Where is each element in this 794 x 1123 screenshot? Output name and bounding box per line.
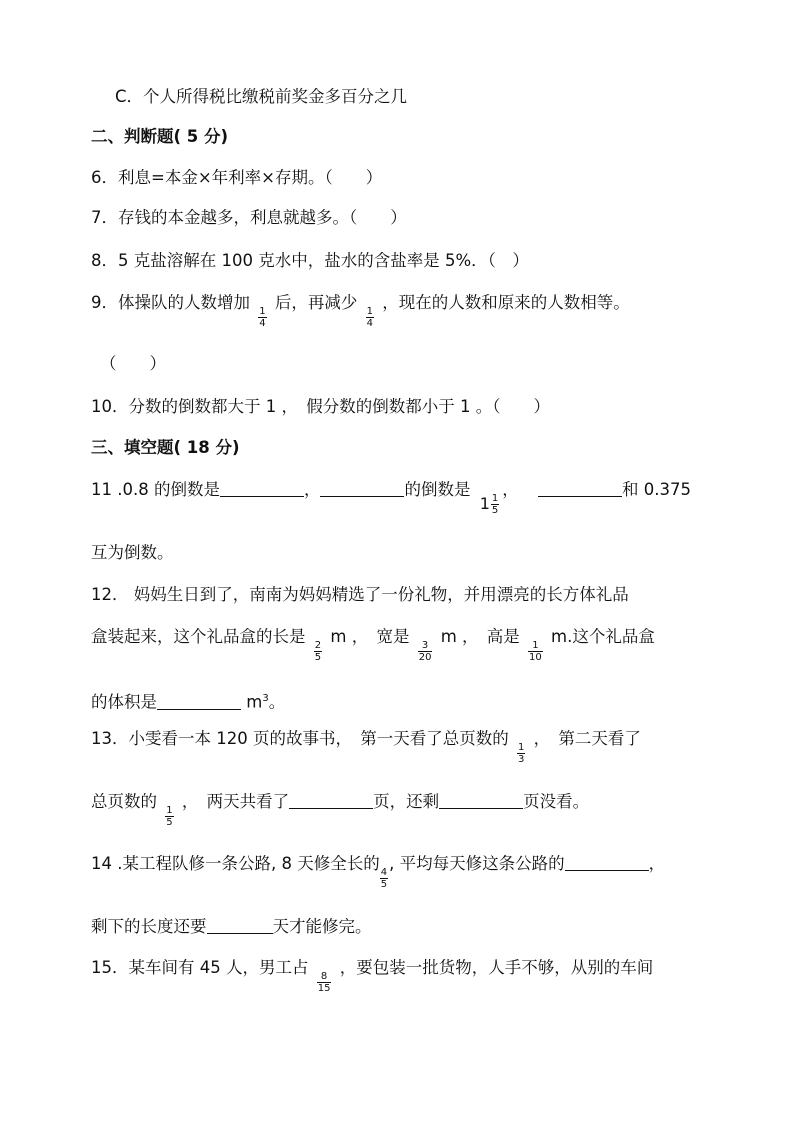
answer-blank[interactable] — [565, 854, 649, 871]
option-c: C．个人所得税比缴税前奖金多百分之几 — [115, 87, 408, 106]
section-2-title: 二、判断题( 5 分) — [91, 127, 229, 146]
q12-text-5: 的体积是 — [91, 692, 157, 712]
q12-text-6: m — [241, 692, 263, 712]
question-6: 6．利息=本金×年利率×存期。（ ） — [91, 168, 383, 187]
q13-line-1 — [91, 728, 641, 765]
q13-text-6: 页没看。 — [523, 792, 590, 811]
question-9 — [91, 292, 630, 329]
q14-line-2 — [91, 916, 372, 938]
q9-fraction-2 — [366, 306, 374, 329]
q11-text-1: 11 .0.8 的倒数是 — [91, 480, 220, 499]
q14-line-1 — [91, 853, 666, 890]
q13-fraction-2 — [165, 805, 173, 828]
q11-line-2: 互为倒数。 — [91, 543, 174, 562]
q13-text-1: 13．小雯看一本 120 页的故事书， 第一天看了总页数的 — [91, 729, 509, 748]
fraction-numerator: 1 — [259, 306, 266, 317]
q12-fraction-height — [528, 640, 543, 663]
q13-text-3: 总页数的 — [91, 792, 157, 811]
q13-text-2: ， 第二天看了 — [533, 729, 641, 748]
fraction-numerator: 1 — [491, 493, 499, 504]
fraction-numerator: 1 — [517, 742, 525, 753]
fraction-numerator: 1 — [528, 640, 543, 652]
fraction-denominator: 4 — [366, 318, 373, 329]
q9-fraction-1 — [258, 306, 266, 329]
q14-text-1: 14 .某工程队修一条公路, 8 天修全长的 — [91, 854, 380, 873]
answer-blank[interactable] — [289, 792, 373, 809]
q11-text-4: ， — [502, 480, 519, 499]
fraction-denominator: 10 — [529, 652, 542, 663]
q12-text-4: m.这个礼品盒 — [551, 627, 655, 646]
fraction-numerator: 1 — [366, 306, 373, 317]
q11-mixed-fraction — [491, 493, 499, 516]
q12-fraction-length — [314, 640, 322, 663]
question-8: 8．5 克盐溶解在 100 克水中，盐水的含盐率是 5%．（ ） — [91, 251, 529, 270]
answer-blank[interactable] — [538, 480, 622, 497]
q9-text-3: ，现在的人数和原来的人数相等。 — [382, 293, 630, 312]
fraction-denominator: 4 — [259, 318, 266, 329]
q15-text-2: ，要包装一批货物，人手不够，从别的车间 — [339, 958, 654, 977]
fraction-denominator: 15 — [317, 983, 331, 994]
fraction-denominator: 5 — [380, 879, 388, 890]
q14-fraction-1 — [380, 867, 388, 890]
fraction-numerator: 8 — [317, 971, 332, 983]
answer-blank[interactable] — [220, 480, 304, 497]
q11-mixed-integer: 1 — [479, 494, 490, 513]
q13-text-5: 页，还剩 — [373, 792, 440, 811]
q13-line-2 — [91, 791, 590, 828]
q12-text-3: m ， 高是 — [440, 627, 520, 646]
question-10: 10．分数的倒数都大于 1 ， 假分数的倒数都小于 1 。（ ） — [91, 397, 550, 416]
q14-text-3: ， — [648, 854, 666, 873]
fraction-numerator: 2 — [314, 640, 322, 651]
q14-text-5: 天才能修完。 — [272, 917, 372, 936]
fraction-denominator: 3 — [517, 754, 525, 765]
fraction-denominator: 5 — [491, 505, 499, 516]
q15-text-1: 15．某车间有 45 人，男工占 — [91, 958, 309, 977]
q12-text-1: 盒装起来，这个礼品盒的长是 — [91, 627, 306, 646]
q14-text-4: 剩下的长度还要 — [91, 917, 207, 936]
q12-line-3 — [91, 688, 285, 714]
question-11 — [91, 479, 692, 516]
q12-line-2 — [91, 626, 655, 663]
q13-fraction-1 — [517, 742, 525, 765]
q12-line-1: 12． 妈妈生日到了，南南为妈妈精选了一份礼物，并用漂亮的长方体礼品 — [91, 585, 629, 604]
q15-line-1 — [91, 957, 654, 994]
q11-text-5: 和 0.375 — [622, 480, 692, 499]
fraction-numerator: 4 — [380, 867, 388, 878]
answer-blank[interactable] — [207, 917, 273, 934]
fraction-numerator: 3 — [418, 640, 433, 652]
q9-answer-bracket: （ ） — [100, 354, 166, 373]
q13-text-4: ， 两天共看了 — [181, 792, 290, 811]
q12-text-7: 。 — [268, 692, 286, 712]
q12-text-2: m ， 宽是 — [330, 627, 410, 646]
answer-blank[interactable] — [320, 480, 404, 497]
answer-blank[interactable] — [439, 792, 523, 809]
answer-blank[interactable] — [157, 693, 241, 710]
q12-fraction-width — [418, 640, 433, 663]
superscript: 3 — [262, 693, 269, 704]
question-7: 7．存钱的本金越多，利息就越多。（ ） — [91, 208, 407, 227]
fraction-numerator: 1 — [166, 805, 173, 816]
section-3-title: 三、填空题( 18 分) — [91, 438, 240, 457]
fraction-denominator: 20 — [418, 652, 432, 663]
fraction-denominator: 5 — [166, 817, 173, 828]
q11-text-3: 的倒数是 — [404, 480, 471, 499]
q14-text-2: , 平均每天修这条公路的 — [389, 854, 565, 873]
q11-text-2: ， — [303, 480, 321, 499]
fraction-denominator: 5 — [314, 652, 322, 663]
q15-fraction-1 — [317, 971, 332, 994]
q9-text-1: 9．体操队的人数增加 — [91, 293, 250, 312]
q9-text-2: 后，再减少 — [274, 293, 358, 312]
